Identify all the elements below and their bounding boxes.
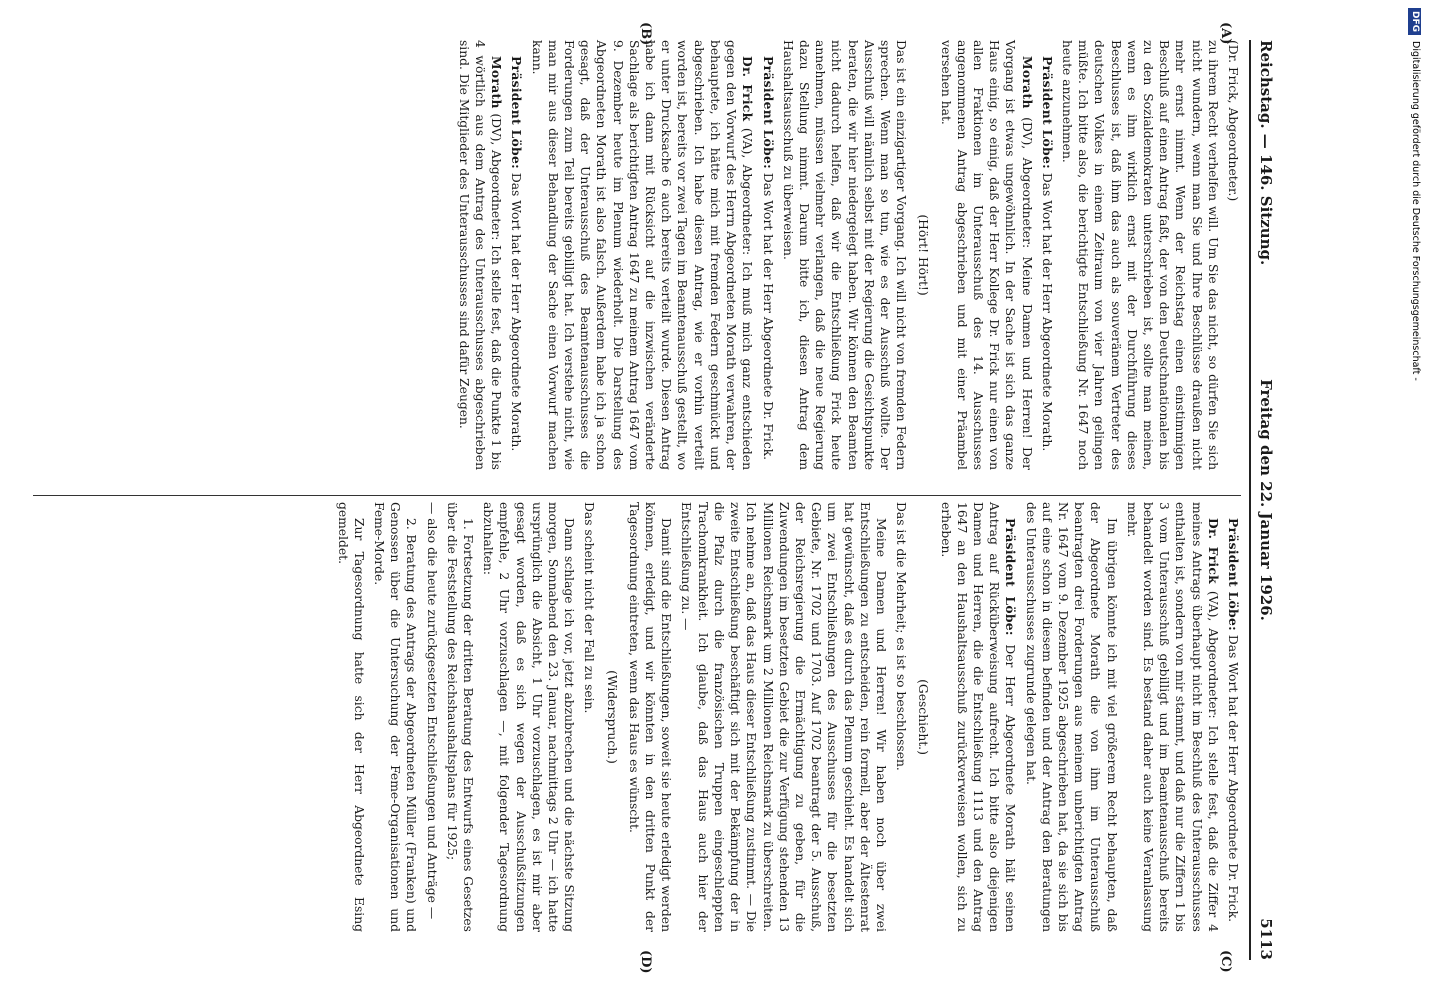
speech-text: (DV), Abgeordneter: Ich stelle fest, daß die Punkte 1 bis 4 wörtlich aus dem Antrag des Unterausschusses abgeschrieben sind. Die Mitglieder des Unterausschusses sind dafür Zeugen. [456,40,504,470]
body-paragraph [893,502,909,932]
speaker-name: Morath [1019,56,1035,109]
speech-paragraph [456,40,505,470]
paragraph-text: Das ist die Mehrheit; es ist so beschlossen. [894,502,909,771]
body-paragraph [371,502,420,932]
rotated-page [0,20,1293,980]
right-column [3,502,1241,932]
speech-paragraph [1124,502,1221,932]
body-paragraph [1225,40,1241,470]
speaker-name: Präsident Löbe: [509,56,525,169]
header-date: Freitag den 22. Januar 1926. [1257,379,1275,621]
speech-paragraph [1225,502,1241,932]
speech-text: Der Herr Abgeordnete Morath hält seinen Antrag auf Rücküberweisung aufrecht. Ich bitte also diejenigen Damen und Herren, die die Entschließung 1113 und den Antrag 1647 an den Haushaltsausschuß zurückverweisen wollen, sich zu erheben. [938,502,1018,932]
speech-text: Das Wort hat der Herr Abgeordnete Dr. Frick. [1226,634,1240,923]
marker-d: (D) [638,950,653,974]
speaker-name: Morath [489,56,505,109]
body-paragraph [1022,502,1119,932]
speaker-name: Dr. Frick [1205,518,1221,584]
speech-paragraph [937,502,1018,932]
speech-text: (VA), Abgeordneter: Ich muß mich ganz entschieden gegen den Vorwurf des Herrn Abgeordneten Morath verwahren, der behauptete, ich hätte mich mit fremden Federn geschmückt und abgeschrieben. Ich habe diesen Antrag, wie er vorhin verteilt worden ist, bereits vor zwei Tagen im Beamtenausschuß gestellt, wo er unter Drucksache 6 auch bereits verteilt wurde. Diesen Antrag habe ich dann mit Rücksicht auf die inzwischen veränderte Sachlage als berichtigten Antrag 1647 zu meinem Antrag 1647 vom 9. Dezember heute im Plenum wiederholt. Die Darstellung des Abgeordneten Morath ist also falsch. Außerdem habe ich ja schon gesagt, daß der Unterausschuß des Beamtenausschusses die Forderungen zum Teil bereits gebilligt hat. Ich verstehe nicht, wie man mir aus dieser Behandlung der Sache einen Vorwurf machen kann. [529,40,755,470]
interjection-text: (Geschieht.) [916,679,931,755]
left-column [3,40,1241,470]
page-number: 5113 [1257,918,1275,960]
paragraph-text: Meine Damen und Herren! Wir haben noch über zwei Entschließungen zu entscheiden, rein formell, aber der Ältestenrat hat gewünscht, daß es durch das Plenum geschieht. Es handelt sich um zwei Entschließungen des Ausschusses für die besetzten Gebiete, Nr. 1702 und 1703. Auf 1702 beantragt der 5. Ausschuß, der Reichsregierung die Ermächtigung zu geben, für die Zuwendungen im besetzten Gebiet die zur Verfügung stehenden 13 Millionen Reichsmark um 2 Millionen Reichsmark zu überschreiten. Ich nehme an, daß das Haus dieser Entschließung zustimmt. — Die zweite Entschließung beschäftigt sich mit der Bekämpfung der in die Pfalz durch die französischen Truppen eingeschleppten Trachomkrankheit. Ich glaube, daß das Haus auch hier der Entschließung zu. — [679,502,888,932]
paragraph-text: Zur Tagesordnung hatte sich der Herr Abgeordnete Esing gemeldet. [335,502,366,932]
paragraph-text: 2. Beratung des Antrags der Abgeordneten Müller (Franken) und Genossen über die Untersuchung der Feme-Organisationen und Feme-Morde. [372,502,419,932]
interjection [915,502,931,932]
speech-paragraph [528,40,755,470]
speech-paragraph [937,40,1034,470]
running-header [1253,40,1275,960]
speaker-name: Dr. Frick [740,56,756,122]
paragraph-text: (Dr. Frick, Abgeordneter.) [1226,40,1240,202]
speech-paragraph [1039,40,1055,470]
speech-text: Das Wort hat der Herr Abgeordnete Morath. [1039,172,1054,452]
paragraph-text: Damit sind die Entschließungen, soweit sie heute erledigt werden können, erledigt, und wir könnten in den dritten Punkt der Tagesordnung eintreten, wenn das Haus es wünscht. [626,502,674,932]
marker-c: (C) [1218,950,1233,973]
body-paragraph [1059,40,1221,470]
speech-text: Das Wort hat der Herr Abgeordnete Morath. [509,172,524,452]
marker-a: (A) [1218,22,1233,45]
header-rule [1249,40,1251,960]
credit-text: Digitalisierung gefördert durch die Deutsche Forschungsgemeinschaft - [1410,41,1421,381]
interjection-text: (Widerspruch.) [604,670,619,764]
body-paragraph [678,502,889,932]
paragraph-text: Dann schlage ich vor, jetzt abzubrechen und die nächste Sitzung morgen, Sonnabend den 23. Januar, nachmittags 2 Uhr — ich hatte ursprünglich die Absicht, 1 Uhr vorzuschlagen, es ist mir aber gesagt worden, daß es sich wegen der Ausschußsitzungen empfehle, 2 Uhr vorzuschlagen —, mit folgender Tagesordnung abzuhalten: [481,502,577,932]
column-divider [33,495,1241,496]
speaker-name: Präsident Löbe: [760,56,776,169]
body-paragraph [626,502,675,932]
digitization-credit [1404,8,1426,992]
paragraph-text: — also die heute zurückgesetzten Entschließungen und Anträge — [424,502,439,920]
interjection-text: (Hört! Hört!) [916,214,931,296]
speech-paragraph [508,40,524,470]
speaker-name: Präsident Löbe: [1003,518,1019,636]
body-paragraph [334,502,366,932]
body-paragraph [480,502,577,932]
paragraph-text: Im übrigen könnte ich mit viel größerem Recht behaupten, daß der Abgeordnete Morath die von ihm im Unterausschuß beantragten drei Forderungen aus meinem unberichtigten Antrag Nr. 1647 vom 9. Dezember 1925 abgeschrieben hat, da sie sich bis auf eine schon in diesem befinden und der Antrag den Beratungen des Unterausschusses zugrunde gelegen hat. [1023,502,1119,932]
header-left: Reichstag. — 146. Sitzung. [1257,40,1275,266]
speech-text: (VA), Abgeordneter: Ich stelle fest, daß die Ziffer 4 meines Antrags überhaupt nicht im Beschluß des Unterausschusses enthalten ist, sondern von mir stammt, und daß nur die Ziffern 1 bis 3 vom Unterausschuß gebilligt und im Beamtenausschuß bereits behandelt worden sind. Es bestand daher auch keine Veranlassung mehr. [1124,502,1220,932]
speaker-name: Präsident Löbe: [1226,518,1241,631]
interjection [603,502,619,932]
speech-text: Das Wort hat der Herr Abgeordnete Dr. Frick. [760,172,775,461]
interjection [915,40,931,470]
body-paragraph [581,502,597,932]
speaker-name: Präsident Löbe: [1039,56,1055,169]
body-paragraph [780,40,910,470]
paragraph-text: 1. Fortsetzung der dritten Beratung des Entwurfs eines Gesetzes über die Feststellung des Reichshaushaltsplans für 1925; [444,502,476,932]
speech-paragraph [759,40,775,470]
paragraph-text: zu ihrem Recht verhelfen will. Um Sie das nicht, so dürfen Sie sich nicht wundern, wenn man Sie und Ihre Beschlüsse draußen nicht mehr ernst nimmt. Wenn der Reichstag einen einstimmigen Beschluß auf einen Antrag faßt, der von den Deutschnationalen bis zu den Sozialdemokraten unterschrieben ist, sollte man meinen, wenn es ihm wirklich ernst mit der Durchführung dieses Beschlusses ist, daß ihm das auch als souveränem Vertreter des deutschen Volkes in einem Zeitraum von vier Jahren gelingen müßte. Ich bitte also, die berichtigte Entschließung Nr. 1647 noch heute anzunehmen. [1059,40,1220,470]
paragraph-text: Das ist ein einzigartiger Vorgang. Ich will nicht von fremden Federn sprechen. Wenn man so tun, wie es der Ausschuß wollte. Der Ausschuß will nämlich selbst mit der Regierung die Gesichtspunkte beraten, die wir hier niedergelegt haben. Wir können den Beamten nicht dadurch helfen, daß wir die Entschließung Frick heute annehmen, müssen vielmehr verlangen, daß die neue Regierung dazu Stellung nimmt. Darum bitte ich, diesen Antrag dem Haushaltsausschuß zu überweisen. [780,40,909,470]
paragraph-text: Das scheint nicht der Fall zu sein. [582,502,597,714]
body-paragraph [444,502,476,932]
dfg-logo: DFG [1408,8,1421,35]
speech-text: (DV), Abgeordneter: Meine Damen und Herren! Der Vorgang ist etwas ungewöhnlich. In der Sache ist sich das ganze Haus einig, so einig, daß der Herr Kollege Dr. Frick nur einen von allen Fraktionen im Unterausschuß des 14. Ausschusses angenommenen Antrag abgeschrieben und mit einer Präambel versehen hat. [938,40,1034,470]
body-paragraph [423,502,439,932]
marker-b: (B) [638,22,653,46]
